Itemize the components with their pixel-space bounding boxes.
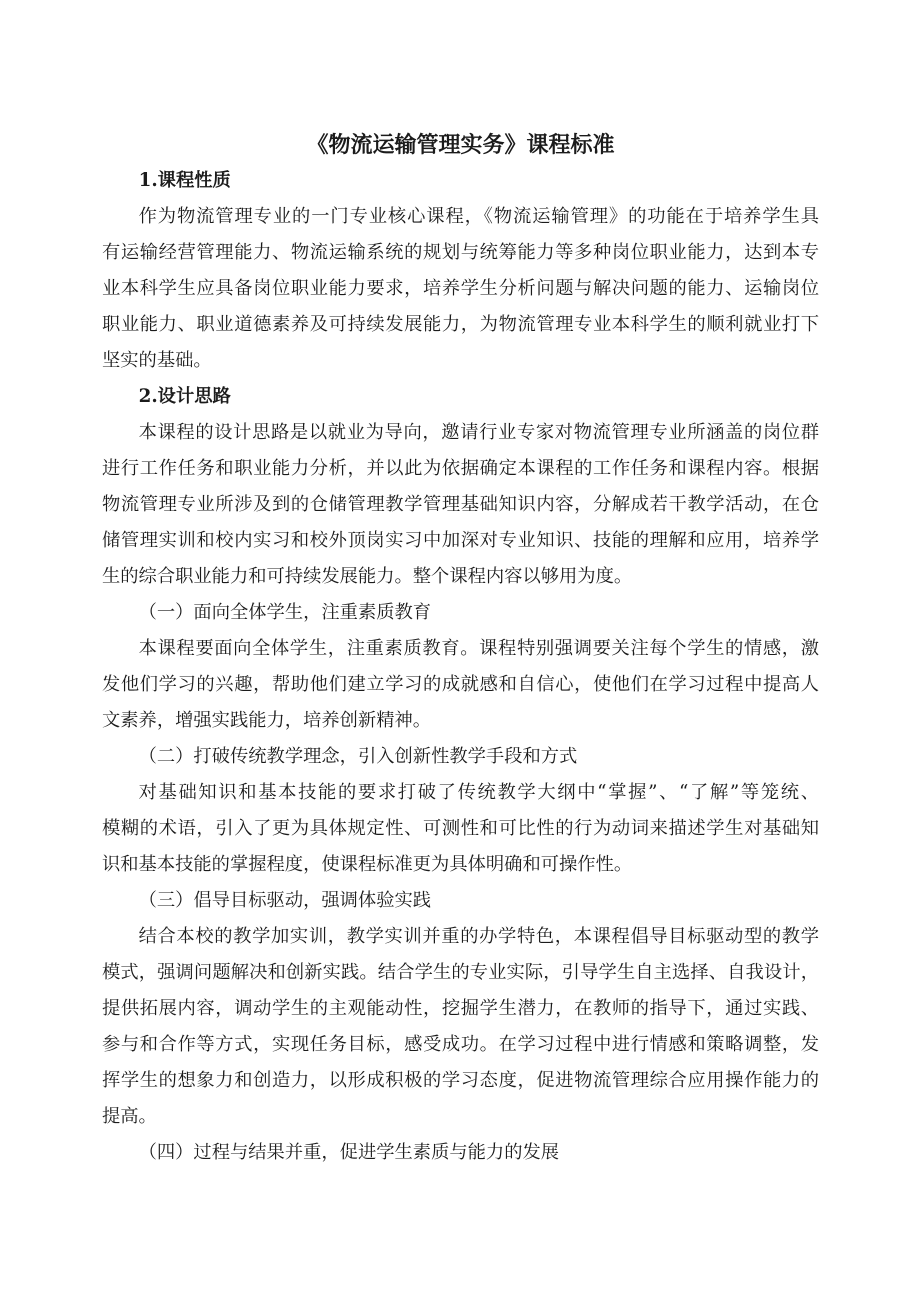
section-subheading: （一）面向全体学生，注重素质教育 [138, 602, 432, 623]
document-body [102, 163, 819, 1171]
paragraph-line: 生的综合职业能力和可持续发展能力。整个课程内容以够用为度。 [102, 566, 633, 587]
document-title: 《物流运输管理实务》课程标准 [306, 132, 615, 158]
paragraph-line: 对基础知识和基本技能的要求打破了传统教学大纲中“掌握”、“了解”等笼统、 [138, 782, 819, 803]
paragraph-line: 储管理实训和校内实习和校外顶岗实习中加深对专业知识、技能的理解和应用，培养学 [102, 530, 819, 551]
paragraph-line: 业本科学生应具备岗位职业能力要求，培养学生分析问题与解决问题的能力、运输岗位 [102, 278, 819, 299]
paragraph-line: 职业能力、职业道德素养及可持续发展能力，为物流管理专业本科学生的顺利就业打下 [102, 314, 819, 335]
paragraph-line: 识和基本技能的掌握程度，使课程标准更为具体明确和可操作性。 [102, 854, 633, 875]
paragraph-line: 坚实的基础。 [102, 350, 212, 371]
paragraph-line: 进行工作任务和职业能力分析，并以此为依据确定本课程的工作任务和课程内容。根据 [102, 458, 819, 479]
section-heading: 2.设计思路 [138, 386, 231, 407]
paragraph-line: 结合本校的教学加实训，教学实训并重的办学特色，本课程倡导目标驱动型的教学 [138, 926, 819, 947]
paragraph-line: 发他们学习的兴趣，帮助他们建立学习的成就感和自信心，使他们在学习过程中提高人 [102, 674, 819, 695]
paragraph-line: 文素养，增强实践能力，培养创新精神。 [102, 710, 432, 731]
document-content [102, 127, 819, 1171]
paragraph-line: 本课程要面向全体学生，注重素质教育。课程特别强调要关注每个学生的情感，激 [138, 638, 819, 659]
section-heading: 1.课程性质 [138, 170, 231, 191]
paragraph-line: 物流管理专业所涉及到的仓储管理教学管理基础知识内容，分解成若干教学活动，在仓 [102, 494, 819, 515]
paragraph-line: 提供拓展内容，调动学生的主观能动性，挖掘学生潜力，在教师的指导下，通过实践、 [102, 998, 819, 1019]
section-subheading: （四）过程与结果并重，促进学生素质与能力的发展 [138, 1142, 560, 1163]
section-subheading: （三）倡导目标驱动，强调体验实践 [138, 890, 432, 911]
paragraph-line: 提高。 [102, 1106, 157, 1127]
paragraph-line: 挥学生的想象力和创造力，以形成积极的学习态度，促进物流管理综合应用操作能力的 [102, 1070, 819, 1091]
paragraph-line: 作为物流管理专业的一门专业核心课程，《物流运输管理》的功能在于培养学生具 [138, 206, 819, 227]
paragraph-line: 本课程的设计思路是以就业为导向，邀请行业专家对物流管理专业所涵盖的岗位群 [138, 422, 819, 443]
paragraph-line: 模式，强调问题解决和创新实践。结合学生的专业实际，引导学生自主选择、自我设计， [102, 962, 819, 983]
paragraph-line: 参与和合作等方式，实现任务目标，感受成功。在学习过程中进行情感和策略调整，发 [102, 1034, 819, 1055]
section-subheading: （二）打破传统教学理念，引入创新性教学手段和方式 [138, 746, 578, 767]
paragraph-line: 有运输经营管理能力、物流运输系统的规划与统筹能力等多种岗位职业能力，达到本专 [102, 242, 819, 263]
paragraph-line: 模糊的术语，引入了更为具体规定性、可测性和可比性的行为动词来描述学生对基础知 [102, 818, 819, 839]
